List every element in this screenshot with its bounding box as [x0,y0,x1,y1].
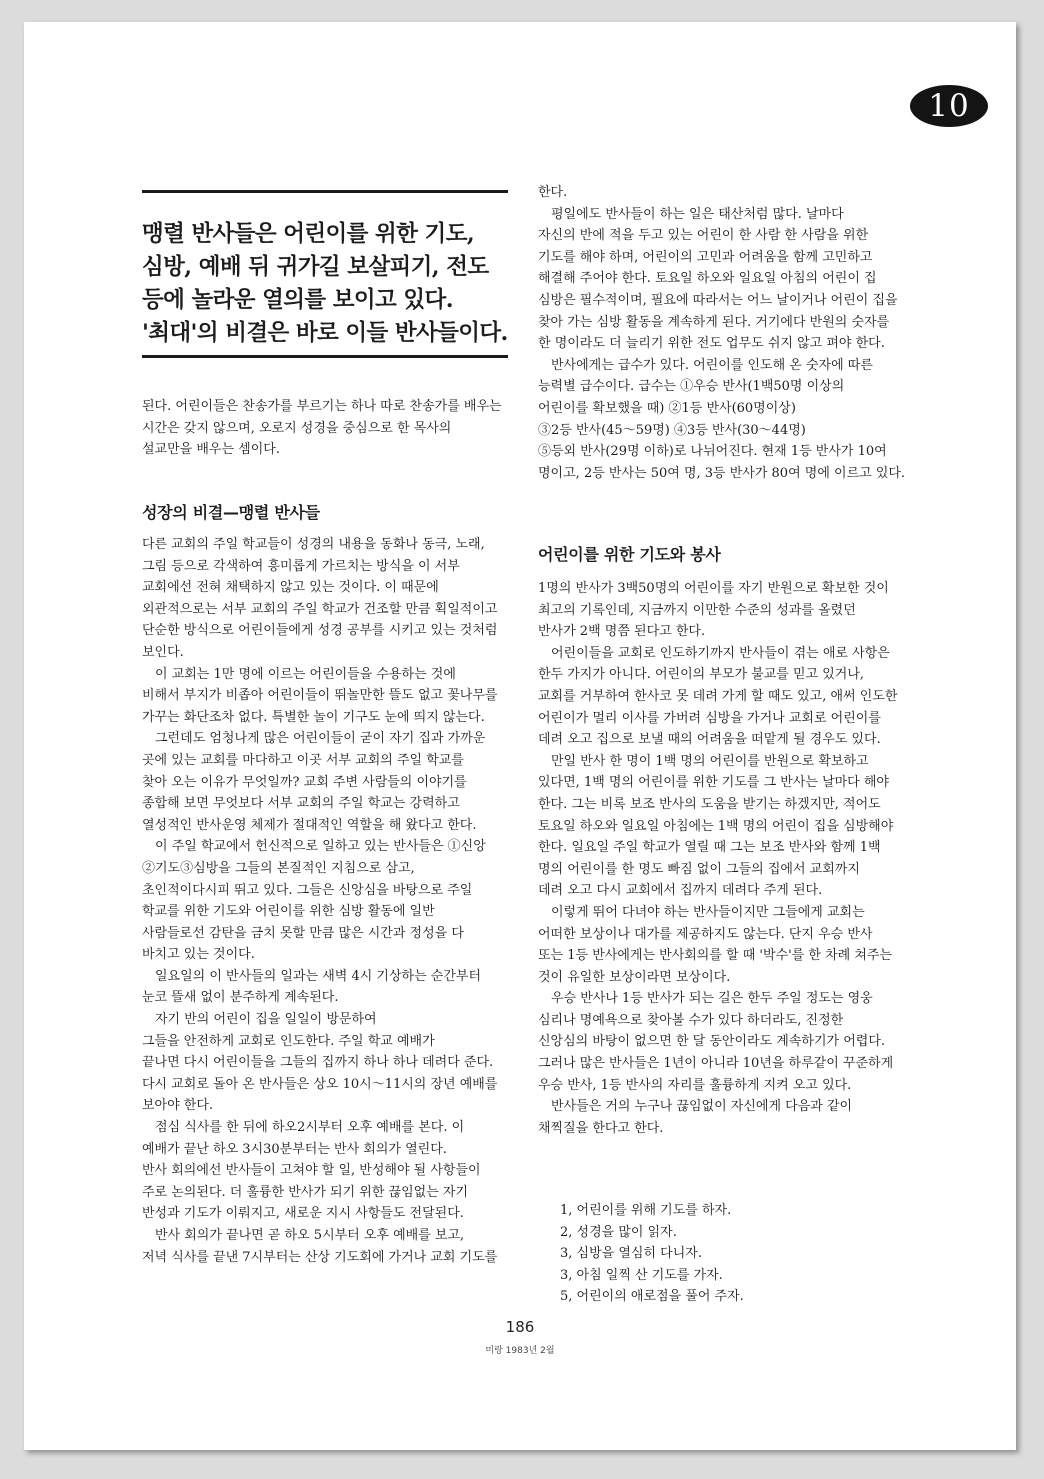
text-line: 설교만을 배우는 셈이다. [142,442,280,458]
text-line: '최대'의 비결은 바로 이들 반사들이다. [142,320,508,346]
text-line: 그림 등으로 각색하여 흥미롭게 가르치는 방식을 이 서부 [142,558,460,574]
left-intro-paragraph [142,396,522,461]
text-line: 기도를 해야 하며, 어린이의 고민과 어려움을 함께 고민하고 [538,249,873,265]
text-line: 그런데도 엄청나게 많은 어린이들이 굳이 자기 집과 가까운 [142,731,486,747]
text-line: 어린이들을 교회로 인도하기까지 반사들이 겪는 애로 사항은 [538,645,890,661]
text-line: 명의 어린이를 한 명도 빠짐 없이 그들의 집에서 교회까지 [538,861,860,877]
text-line: 반사 회의가 끝나면 곧 하오 5시부터 오후 예배를 보고, [142,1228,465,1243]
text-line: 심리나 명예욕으로 찾아볼 수가 있다 하더라도, 진정한 [538,1012,844,1028]
text-line: 열성적인 반사운영 체제가 절대적인 역할을 해 왔다고 한다. [142,817,477,833]
text-line: 점심 식사를 한 뒤에 하오2시부터 오후 예배를 본다. 이 [142,1120,465,1136]
text-line: 반사가 2백 명쯤 된다고 한다. [538,624,706,640]
magazine-page [24,22,1016,1450]
text-line: 그들을 안전하게 교회로 인도한다. 주일 학교 예배가 [142,1033,435,1049]
text-line: ⑤등외 반사(29명 이하)로 나뉘어진다. 현재 1등 반사가 10여 [538,444,887,460]
text-line: 그러나 많은 반사들은 1년이 아니라 10년을 하루같이 꾸준하게 [538,1056,894,1072]
text-line: 3, 아침 일찍 산 기도를 가자. [560,1267,723,1283]
text-line: 학교를 위한 기도와 어린이를 위한 심방 활동에 일반 [142,904,435,920]
text-line: 데려 오고 다시 교회에서 집까지 데려다 주게 된다. [538,883,823,899]
text-line: 반성과 기도가 이뤄지고, 새로운 지시 사항들도 전달된다. [142,1206,464,1222]
text-line: 능력별 급수이다. 급수는 ①우승 반사(1백50명 이상의 [538,379,845,395]
text-line: 1, 어린이를 위해 기도를 하자. [560,1203,732,1218]
text-line: 단순한 방식으로 어린이들에게 성경 공부를 시키고 있는 것처럼 [142,623,498,639]
text-line: 심방은 필수적이며, 필요에 따라서는 어느 날이거나 어린이 집을 [538,292,898,308]
text-line: 끝나면 다시 어린이들을 그들의 집까지 하나 하나 데려다 준다. [142,1055,494,1071]
text-line: 것이 유일한 보상이라면 보상이다. [538,969,731,985]
text-line: 토요일 하오와 일요일 아침에는 1백 명의 어린이 집을 심방해야 [538,818,894,834]
text-line: 또는 1등 반사에게는 반사회의를 할 때 '박수'를 한 차례 쳐주는 [538,948,893,964]
text-line: 만일 반사 한 명이 1백 명의 어린이를 반원으로 확보하고 [538,753,869,769]
text-line: 사람들로선 감탄을 금치 못할 만큼 많은 시간과 정성을 다 [142,925,464,941]
text-line: 가꾸는 화단조차 없다. 특별한 놀이 기구도 눈에 띄지 않는다. [142,709,485,725]
text-line: 반사들은 거의 누구나 끊임없이 자신에게 다음과 같이 [538,1099,853,1115]
text-line: 우승 반사, 1등 반사의 자리를 훌륭하게 지켜 오고 있다. [538,1077,852,1093]
publication-footer: 미랑 1983년 2월 [485,1346,555,1356]
page-number: 186 [505,1318,535,1336]
text-line: 찾아 오는 이유가 무엇일까? 교회 주변 사람들의 이야기를 [142,774,467,790]
right-top-body [538,182,918,484]
text-line: 눈코 뜰새 없이 분주하게 계속된다. [142,990,339,1006]
text-line: 한두 가지가 아니다. 어린이의 부모가 불교를 믿고 있거나, [538,667,865,683]
lead-bottom-rule [142,355,508,358]
text-line: ②기도③심방을 그들의 본질적인 지침으로 삼고, [142,860,415,876]
text-line: 한다. [538,185,568,200]
text-line: 2, 성경을 많이 읽자. [560,1224,677,1240]
text-line: 외관적으로는 서부 교회의 주일 학교가 건조할 만큼 획일적이고 [142,601,498,617]
text-line: 다시 교회로 돌아 온 반사들은 상오 10시～11시의 장년 예배를 [142,1076,498,1092]
text-line: 심방, 예배 뒤 귀가길 보살피기, 전도 [142,254,489,280]
text-line: 저녁 식사를 끝낸 7시부터는 산상 기도회에 가거나 교회 기도를 [142,1249,498,1265]
text-line: 맹렬 반사들은 어린이를 위한 기도, [142,221,475,247]
text-line: 해결해 주어야 한다. 토요일 하오와 일요일 아침의 어린이 집 [538,271,877,287]
text-line: 1명의 반사가 3백50명의 어린이를 자기 반원으로 확보한 것이 [538,581,889,596]
text-line: 다른 교회의 주일 학교들이 성경의 내용을 동화나 동극, 노래, [142,537,485,552]
text-line: 보인다. [142,644,184,660]
lead-top-rule [142,190,508,193]
text-line: 평일에도 반사들이 하는 일은 태산처럼 많다. 날마다 [538,206,844,222]
section-heading-growth-secret: 성장의 비결—맹렬 반사들 [142,503,320,522]
text-line: 어린이를 확보했을 때) ②1등 반사(60명이상) [538,400,796,416]
text-line: 명이고, 2등 반사는 50여 명, 3등 반사가 80여 명에 이르고 있다. [538,465,906,481]
resolution-list [560,1200,920,1308]
lead-quote [142,218,512,350]
text-line: 보아야 한다. [142,1098,214,1114]
section-number-badge: 10 [910,85,988,127]
text-line: 주로 논의된다. 더 훌륭한 반사가 되기 위한 끊임없는 자기 [142,1184,469,1200]
text-line: 종합해 보면 무엇보다 서부 교회의 주일 학교는 강력하고 [142,796,460,812]
text-line: 채찍질을 한다고 한다. [538,1120,664,1136]
left-main-body [142,534,522,1268]
text-line: 5, 어린이의 애로점을 풀어 주자. [560,1289,744,1305]
text-line: 어린이가 멀리 이사를 가버려 심방을 가거나 교회로 어린이를 [538,710,881,726]
text-line: 바치고 있는 것이다. [142,947,255,963]
text-line: 교회를 거부하여 한사코 못 데려 가게 할 때도 있고, 애써 인도한 [538,688,898,704]
text-line: 자기 반의 어린이 집을 일일이 방문하여 [142,1012,377,1028]
text-line: 이렇게 뛰어 다녀야 하는 반사들이지만 그들에게 교회는 [538,904,865,920]
text-line: 찾아 가는 심방 활동을 계속하게 된다. 거기에다 반원의 숫자를 [538,314,890,330]
text-line: 된다. 어린이들은 찬송가를 부르기는 하나 따로 찬송가를 배우는 [142,399,502,414]
text-line: 시간은 갖지 않으며, 오로지 성경을 중심으로 한 목사의 [142,420,452,436]
section-heading-prayer-service: 어린이를 위한 기도와 봉사 [538,545,721,564]
text-line: ③2등 반사(45～59명) ④3등 반사(30～44명) [538,422,806,438]
text-line: 곳에 있는 교회를 마다하고 이곳 서부 교회의 주일 학교를 [142,752,464,768]
text-line: 우승 반사나 1등 반사가 되는 길은 한두 주일 정도는 영웅 [538,991,873,1007]
text-line: 초인적이다시피 뛰고 있다. 그들은 신앙심을 바탕으로 주일 [142,882,473,898]
text-line: 반사 회의에선 반사들이 고쳐야 할 일, 반성해야 될 사항들이 [142,1163,481,1179]
text-line: 신앙심의 바탕이 없으면 한 달 동안이라도 계속하기가 어렵다. [538,1034,886,1050]
text-line: 있다면, 1백 명의 어린이를 위한 기도를 그 반사는 날마다 해야 [538,775,889,791]
text-line: 비해서 부지가 비좁아 어린이들이 뛰놀만한 뜰도 없고 꽃나무를 [142,688,498,704]
text-line: 한다. 일요일 주일 학교가 열릴 때 그는 보조 반사와 함께 1백 [538,840,881,856]
right-mid-body [538,578,918,1139]
text-line: 최고의 기록인데, 지금까지 이만한 수준의 성과를 올렸던 [538,602,856,618]
text-line: 한 명이라도 더 늘리기 위한 전도 업무도 쉬지 않고 펴야 한다. [538,336,885,352]
text-line: 일요일의 이 반사들의 일과는 새벽 4시 기상하는 순간부터 [142,968,482,984]
text-line: 반사에게는 급수가 있다. 어린이를 인도해 온 숫자에 따른 [538,357,873,373]
text-line: 어떠한 보상이나 대가를 제공하지도 않는다. 단지 우승 반사 [538,926,873,942]
text-line: 한다. 그는 비록 보조 반사의 도움을 받기는 하겠지만, 적어도 [538,796,881,812]
text-line: 자신의 반에 적을 두고 있는 어린이 한 사람 한 사람을 위한 [538,228,869,244]
text-line: 교회에선 전혀 채택하지 않고 있는 것이다. 이 때문에 [142,580,439,596]
text-line: 이 교회는 1만 명에 이르는 어린이들을 수용하는 것에 [142,666,456,682]
text-line: 등에 놀라운 열의를 보이고 있다. [142,287,453,313]
text-line: 예배가 끝난 하오 3시30분부터는 반사 회의가 열린다. [142,1141,447,1157]
text-line: 3, 심방을 열심히 다니자. [560,1246,702,1262]
text-line: 데려 오고 집으로 보낼 때의 어려움을 떠맡게 될 경우도 있다. [538,732,881,748]
text-line: 이 주일 학교에서 헌신적으로 일하고 있는 반사들은 ①신앙 [142,839,486,855]
